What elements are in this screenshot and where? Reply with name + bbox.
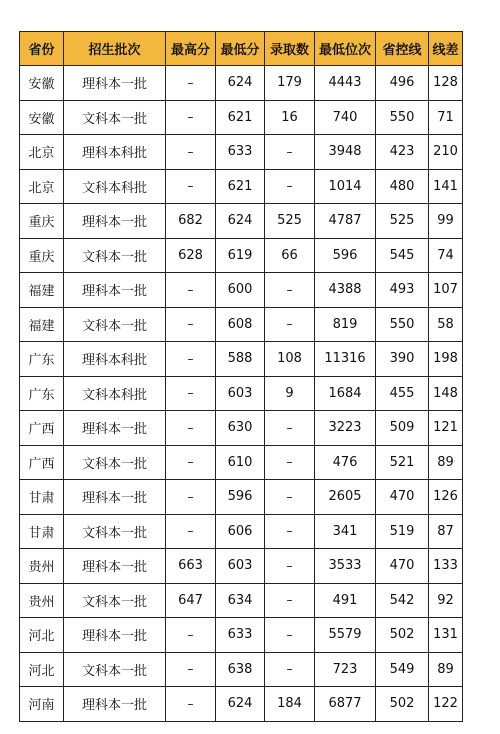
cell-max-score: – <box>166 66 216 101</box>
cell-line-difference: 99 <box>429 204 463 239</box>
table-row <box>20 445 463 480</box>
admission-scores-table <box>19 31 463 722</box>
table-body <box>20 66 463 722</box>
cell-line-difference: 107 <box>429 273 463 308</box>
cell-max-score: 663 <box>166 549 216 584</box>
cell-province: 福建 <box>20 307 64 342</box>
table-row <box>20 135 463 170</box>
cell-min-score: 603 <box>216 376 265 411</box>
cell-max-score: – <box>166 687 216 722</box>
cell-province: 广东 <box>20 342 64 377</box>
cell-admitted-count: – <box>265 411 315 446</box>
cell-min-score: 634 <box>216 583 265 618</box>
cell-max-score: 628 <box>166 238 216 273</box>
cell-control-line: 480 <box>376 169 429 204</box>
cell-batch: 理科本一批 <box>64 687 166 722</box>
cell-line-difference: 74 <box>429 238 463 273</box>
cell-control-line: 455 <box>376 376 429 411</box>
cell-min-score: 630 <box>216 411 265 446</box>
table-row <box>20 549 463 584</box>
cell-control-line: 470 <box>376 549 429 584</box>
header-batch: 招生批次 <box>64 32 166 66</box>
cell-max-score: – <box>166 273 216 308</box>
cell-line-difference: 148 <box>429 376 463 411</box>
cell-min-score: 619 <box>216 238 265 273</box>
cell-max-score: 682 <box>166 204 216 239</box>
cell-admitted-count: – <box>265 135 315 170</box>
cell-control-line: 502 <box>376 687 429 722</box>
cell-line-difference: 210 <box>429 135 463 170</box>
cell-control-line: 550 <box>376 307 429 342</box>
cell-line-difference: 126 <box>429 480 463 515</box>
cell-min-score: 638 <box>216 652 265 687</box>
cell-min-rank: 1014 <box>315 169 376 204</box>
cell-admitted-count: – <box>265 618 315 653</box>
cell-min-rank: 5579 <box>315 618 376 653</box>
cell-batch: 文科本一批 <box>64 238 166 273</box>
cell-line-difference: 198 <box>429 342 463 377</box>
table-header-row <box>20 32 463 66</box>
cell-line-difference: 71 <box>429 100 463 135</box>
cell-min-score: 588 <box>216 342 265 377</box>
cell-min-rank: 3948 <box>315 135 376 170</box>
cell-batch: 文科本一批 <box>64 307 166 342</box>
cell-province: 广东 <box>20 376 64 411</box>
table-row <box>20 100 463 135</box>
header-max-score: 最高分 <box>166 32 216 66</box>
cell-batch: 理科本一批 <box>64 618 166 653</box>
cell-control-line: 496 <box>376 66 429 101</box>
cell-admitted-count: 9 <box>265 376 315 411</box>
cell-min-score: 621 <box>216 169 265 204</box>
cell-admitted-count: – <box>265 549 315 584</box>
cell-line-difference: 121 <box>429 411 463 446</box>
cell-admitted-count: 16 <box>265 100 315 135</box>
cell-max-score: – <box>166 618 216 653</box>
cell-min-score: 603 <box>216 549 265 584</box>
cell-max-score: 647 <box>166 583 216 618</box>
cell-min-score: 624 <box>216 66 265 101</box>
table-row <box>20 652 463 687</box>
cell-line-difference: 141 <box>429 169 463 204</box>
admission-table-container <box>19 31 463 722</box>
cell-admitted-count: 184 <box>265 687 315 722</box>
cell-batch: 理科本一批 <box>64 411 166 446</box>
table-row <box>20 687 463 722</box>
cell-admitted-count: 108 <box>265 342 315 377</box>
cell-min-score: 610 <box>216 445 265 480</box>
cell-admitted-count: – <box>265 307 315 342</box>
cell-batch: 文科本科批 <box>64 169 166 204</box>
cell-province: 重庆 <box>20 238 64 273</box>
cell-batch: 理科本一批 <box>64 549 166 584</box>
cell-min-rank: 4443 <box>315 66 376 101</box>
cell-min-rank: 819 <box>315 307 376 342</box>
cell-batch: 文科本一批 <box>64 445 166 480</box>
cell-control-line: 502 <box>376 618 429 653</box>
cell-admitted-count: 525 <box>265 204 315 239</box>
cell-admitted-count: 66 <box>265 238 315 273</box>
cell-min-score: 606 <box>216 514 265 549</box>
cell-province: 甘肃 <box>20 514 64 549</box>
cell-admitted-count: – <box>265 445 315 480</box>
cell-province: 重庆 <box>20 204 64 239</box>
cell-batch: 文科本一批 <box>64 583 166 618</box>
cell-max-score: – <box>166 445 216 480</box>
cell-admitted-count: – <box>265 169 315 204</box>
cell-max-score: – <box>166 376 216 411</box>
cell-batch: 理科本一批 <box>64 204 166 239</box>
cell-batch: 理科本科批 <box>64 135 166 170</box>
cell-control-line: 521 <box>376 445 429 480</box>
header-min-score: 最低分 <box>216 32 265 66</box>
cell-province: 北京 <box>20 169 64 204</box>
cell-batch: 理科本一批 <box>64 273 166 308</box>
cell-control-line: 549 <box>376 652 429 687</box>
cell-min-rank: 1684 <box>315 376 376 411</box>
cell-min-rank: 341 <box>315 514 376 549</box>
cell-admitted-count: – <box>265 583 315 618</box>
cell-max-score: – <box>166 100 216 135</box>
cell-province: 河北 <box>20 618 64 653</box>
cell-line-difference: 92 <box>429 583 463 618</box>
cell-control-line: 545 <box>376 238 429 273</box>
cell-min-rank: 596 <box>315 238 376 273</box>
cell-min-rank: 3533 <box>315 549 376 584</box>
cell-line-difference: 89 <box>429 445 463 480</box>
table-row <box>20 514 463 549</box>
cell-min-rank: 4388 <box>315 273 376 308</box>
cell-admitted-count: – <box>265 514 315 549</box>
cell-batch: 文科本科批 <box>64 376 166 411</box>
cell-min-rank: 3223 <box>315 411 376 446</box>
cell-min-score: 600 <box>216 273 265 308</box>
cell-province: 贵州 <box>20 583 64 618</box>
cell-min-rank: 6877 <box>315 687 376 722</box>
header-province: 省份 <box>20 32 64 66</box>
cell-province: 河南 <box>20 687 64 722</box>
cell-min-score: 624 <box>216 687 265 722</box>
cell-line-difference: 131 <box>429 618 463 653</box>
cell-batch: 理科本科批 <box>64 342 166 377</box>
cell-control-line: 390 <box>376 342 429 377</box>
cell-province: 贵州 <box>20 549 64 584</box>
cell-province: 河北 <box>20 652 64 687</box>
header-admitted-count: 录取数 <box>265 32 315 66</box>
table-row <box>20 238 463 273</box>
header-min-rank: 最低位次 <box>315 32 376 66</box>
cell-min-rank: 723 <box>315 652 376 687</box>
cell-admitted-count: – <box>265 273 315 308</box>
cell-min-rank: 491 <box>315 583 376 618</box>
cell-province: 北京 <box>20 135 64 170</box>
cell-control-line: 493 <box>376 273 429 308</box>
cell-max-score: – <box>166 652 216 687</box>
cell-line-difference: 87 <box>429 514 463 549</box>
cell-province: 广西 <box>20 445 64 480</box>
cell-batch: 理科本一批 <box>64 480 166 515</box>
table-row <box>20 411 463 446</box>
cell-admitted-count: 179 <box>265 66 315 101</box>
cell-min-rank: 11316 <box>315 342 376 377</box>
cell-max-score: – <box>166 480 216 515</box>
table-row <box>20 169 463 204</box>
cell-province: 安徽 <box>20 100 64 135</box>
cell-line-difference: 128 <box>429 66 463 101</box>
cell-control-line: 525 <box>376 204 429 239</box>
cell-admitted-count: – <box>265 480 315 515</box>
cell-min-score: 608 <box>216 307 265 342</box>
table-row <box>20 204 463 239</box>
table-row <box>20 307 463 342</box>
cell-batch: 理科本一批 <box>64 66 166 101</box>
cell-min-rank: 2605 <box>315 480 376 515</box>
cell-province: 广西 <box>20 411 64 446</box>
header-control-line: 省控线 <box>376 32 429 66</box>
cell-province: 福建 <box>20 273 64 308</box>
cell-min-score: 633 <box>216 135 265 170</box>
cell-control-line: 470 <box>376 480 429 515</box>
cell-min-score: 633 <box>216 618 265 653</box>
cell-control-line: 509 <box>376 411 429 446</box>
cell-batch: 文科本一批 <box>64 514 166 549</box>
table-row <box>20 376 463 411</box>
cell-admitted-count: – <box>265 652 315 687</box>
cell-max-score: – <box>166 169 216 204</box>
cell-line-difference: 122 <box>429 687 463 722</box>
cell-batch: 文科本一批 <box>64 652 166 687</box>
cell-min-rank: 740 <box>315 100 376 135</box>
cell-province: 甘肃 <box>20 480 64 515</box>
cell-max-score: – <box>166 342 216 377</box>
table-row <box>20 66 463 101</box>
cell-max-score: – <box>166 514 216 549</box>
cell-line-difference: 89 <box>429 652 463 687</box>
cell-max-score: – <box>166 307 216 342</box>
cell-control-line: 423 <box>376 135 429 170</box>
cell-min-score: 624 <box>216 204 265 239</box>
cell-province: 安徽 <box>20 66 64 101</box>
cell-line-difference: 133 <box>429 549 463 584</box>
cell-min-rank: 4787 <box>315 204 376 239</box>
cell-min-score: 596 <box>216 480 265 515</box>
cell-min-score: 621 <box>216 100 265 135</box>
cell-control-line: 519 <box>376 514 429 549</box>
table-row <box>20 273 463 308</box>
cell-line-difference: 58 <box>429 307 463 342</box>
cell-control-line: 550 <box>376 100 429 135</box>
table-row <box>20 618 463 653</box>
table-row <box>20 583 463 618</box>
table-row <box>20 342 463 377</box>
table-row <box>20 480 463 515</box>
cell-min-rank: 476 <box>315 445 376 480</box>
cell-control-line: 542 <box>376 583 429 618</box>
cell-batch: 文科本一批 <box>64 100 166 135</box>
header-line-difference: 线差 <box>429 32 463 66</box>
cell-max-score: – <box>166 411 216 446</box>
cell-max-score: – <box>166 135 216 170</box>
